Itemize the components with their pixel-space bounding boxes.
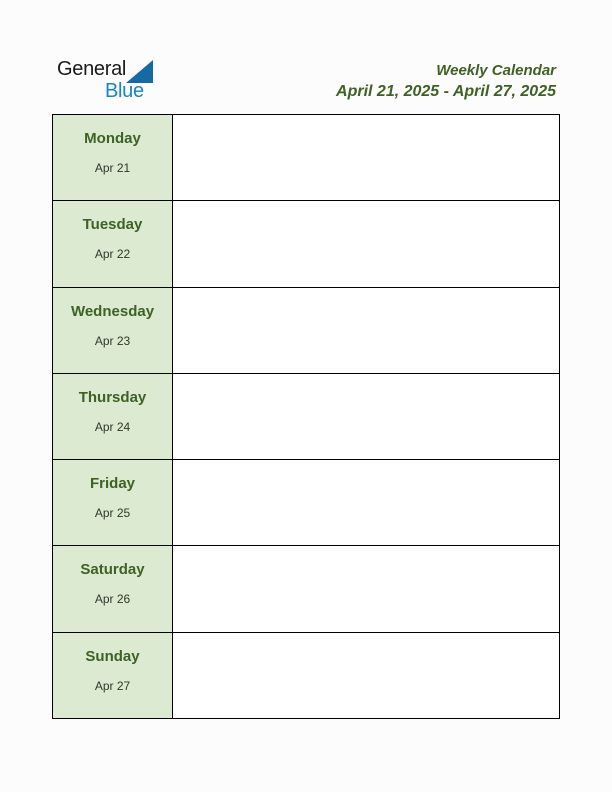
weekly-calendar-table bbox=[52, 114, 560, 719]
table-row-wednesday bbox=[53, 287, 560, 373]
table-row-friday bbox=[53, 460, 560, 546]
day-label-cell-wednesday bbox=[53, 287, 173, 373]
day-name: Sunday bbox=[85, 647, 140, 665]
day-date: Apr 22 bbox=[94, 247, 131, 262]
day-date: Apr 24 bbox=[94, 419, 131, 434]
table-row-saturday bbox=[53, 546, 560, 632]
day-label-cell-saturday bbox=[53, 546, 173, 632]
date-range: April 21, 2025 - April 27, 2025 bbox=[336, 83, 556, 100]
logo-text-general: General bbox=[57, 58, 127, 80]
day-name: Thursday bbox=[78, 388, 147, 406]
table-row-monday bbox=[53, 115, 560, 201]
day-name: Monday bbox=[84, 130, 141, 147]
day-label-cell-sunday bbox=[53, 632, 173, 718]
table-row-thursday bbox=[53, 373, 560, 459]
logo-text-blue: Blue bbox=[105, 80, 144, 102]
day-notes-cell-sunday bbox=[173, 632, 560, 718]
day-notes-cell-monday bbox=[173, 115, 560, 201]
day-label-cell-tuesday bbox=[53, 201, 173, 287]
day-notes-cell-thursday bbox=[173, 373, 560, 459]
day-notes-cell-saturday bbox=[173, 546, 560, 632]
day-date: Apr 27 bbox=[94, 678, 131, 693]
day-label-cell-friday bbox=[53, 460, 173, 546]
day-date: Apr 25 bbox=[94, 506, 131, 521]
day-date: Apr 23 bbox=[94, 333, 131, 348]
general-blue-logo bbox=[57, 57, 167, 107]
header-block bbox=[336, 60, 556, 103]
day-name: Wednesday bbox=[70, 302, 155, 320]
day-notes-cell-wednesday bbox=[173, 287, 560, 373]
page-title: Weekly Calendar bbox=[436, 62, 556, 79]
day-label-cell-monday bbox=[53, 115, 173, 201]
day-name: Friday bbox=[89, 475, 135, 493]
day-label-cell-thursday bbox=[53, 373, 173, 459]
day-name: Tuesday bbox=[82, 216, 143, 234]
table-row-sunday bbox=[53, 632, 560, 718]
day-notes-cell-tuesday bbox=[173, 201, 560, 287]
table-row-tuesday bbox=[53, 201, 560, 287]
day-name: Saturday bbox=[80, 561, 145, 579]
day-notes-cell-friday bbox=[173, 460, 560, 546]
day-date: Apr 26 bbox=[94, 592, 131, 607]
day-date: Apr 21 bbox=[94, 161, 131, 175]
